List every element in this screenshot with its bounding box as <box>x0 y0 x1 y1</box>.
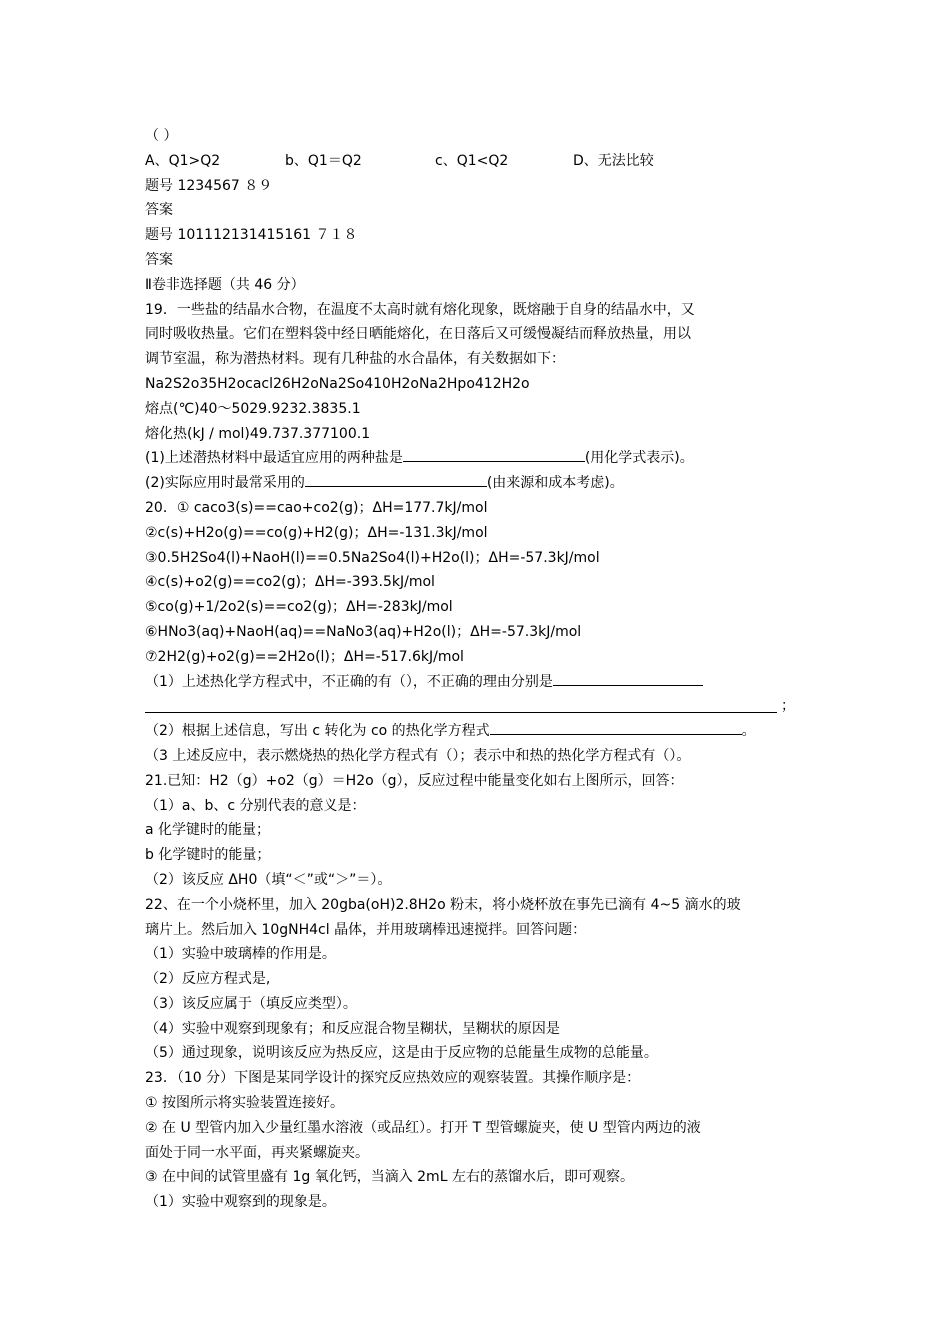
q22-line: （5）通过现象，说明该反应为热反应，这是由于反应物的总能量生成物的总能量。 <box>145 1045 658 1062</box>
section-heading: Ⅱ卷非选择题（共 46 分） <box>145 276 305 293</box>
answer-row-1: 答案 <box>145 202 173 219</box>
q19-line: 19．一些盐的结晶水合物，在温度不太高时就有熔化现象，既熔融于自身的结晶水中，又 <box>145 301 695 318</box>
q19-heat-of-fusion: 熔化热(kJ / mol)49.737.377100.1 <box>145 425 371 442</box>
answer-row-2: 答案 <box>145 251 173 268</box>
q20-sub2-tail: 。 <box>741 723 756 740</box>
q21-line: 21.已知：H2（g）+o2（g）＝H2o（g），反应过程中能量变化如右上图所示，回答： <box>145 772 684 789</box>
answer-blank[interactable] <box>403 446 585 462</box>
q22-line: （4）实验中观察到现象有；和反应混合物呈糊状，呈糊状的原因是 <box>145 1020 560 1037</box>
option-c: c、Q1<Q2 <box>435 152 509 169</box>
q20-eq7: ⑦2H2(g)+o2(g)==2H2o(l)；ΔH=-517.6kJ/mol <box>145 648 464 665</box>
q23-line: 面处于同一水平面，再夹紧螺旋夹。 <box>145 1144 369 1161</box>
option-a: A、Q1>Q2 <box>145 152 221 169</box>
q20-sub3: （3 上述反应中，表示燃烧热的热化学方程式有（）；表示中和热的热化学方程式有（）。 <box>145 747 691 764</box>
q19-sub2-tail: (由来源和成本考虑)。 <box>486 475 624 492</box>
q21-line: b 化学键时的能量； <box>145 847 271 864</box>
q20-sub2-text: （2）根据上述信息，写出 c 转化为 co 的热化学方程式 <box>145 723 490 740</box>
q20-eq2: ②c(s)+H2o(g)==co(g)+H2(g)；ΔH=-131.3kJ/mol <box>145 524 488 541</box>
q19-sub2 <box>145 471 810 496</box>
q20-eq3: ③0.5H2So4(l)+NaoH(l)==0.5Na2So4(l)+H2o(l)；ΔH=-57.3kJ/mol <box>145 549 600 566</box>
q23-line: 23．（10 分）下图是某同学设计的探究反应热效应的观察装置。其操作顺序是： <box>145 1070 641 1087</box>
question-number-row-2: 题号 101112131415161 ７１８ <box>145 227 358 244</box>
q19-sub1 <box>145 446 810 471</box>
q19-line: 调节室温，称为潜热材料。现有几种盐的水合晶体，有关数据如下： <box>145 351 565 368</box>
q20-eq1: 20．① caco3(s)==cao+co2(g)；ΔH=177.7kJ/mol <box>145 499 488 516</box>
q22-line: （2）反应方程式是, <box>145 971 271 988</box>
q20-sub1-continuation <box>145 694 810 719</box>
q21-line: （2）该反应 ΔH0（填“＜”或“＞”＝）。 <box>145 871 392 888</box>
q19-sub1-text: (1)上述潜热材料中最适宜应用的两种盐是 <box>145 450 403 467</box>
q19-line: 同时吸收热量。它们在塑料袋中经日晒能熔化，在日落后又可缓慢凝结而释放热量，用以 <box>145 326 691 343</box>
q22-line: 22、在一个小烧杯里，加入 20gba(oH)2.8H2o 粉末，将小烧杯放在事先已滴有 4~5 滴水的玻 <box>145 896 741 913</box>
q20-sub1-text: （1）上述热化学方程式中，不正确的有（），不正确的理由分别是 <box>145 673 553 690</box>
q21-line: a 化学键时的能量； <box>145 822 271 839</box>
q23-line: （1）实验中观察到的现象是。 <box>145 1194 336 1211</box>
q21-line: （1）a、b、c 分别代表的意义是： <box>145 797 366 814</box>
q22-line: （1）实验中玻璃棒的作用是。 <box>145 946 336 963</box>
question-number-row-1: 题号 1234567 ８９ <box>145 177 273 194</box>
q23-line: ③ 在中间的试管里盛有 1g 氧化钙，当滴入 2mL 左右的蒸馏水后，即可观察。 <box>145 1169 634 1186</box>
q20-eq4: ④c(s)+o2(g)==co2(g)；ΔH=-393.5kJ/mol <box>145 574 435 591</box>
document-page <box>145 124 810 1215</box>
q22-line: （3）该反应属于（填反应类型）。 <box>145 995 357 1012</box>
q20-sub2 <box>145 719 810 744</box>
q19-sub1-tail: (用化学式表示)。 <box>584 450 694 467</box>
q23-line: ① 按图所示将实验装置连接好。 <box>145 1095 345 1112</box>
q20-eq5: ⑤co(g)+1/2o2(s)==co2(g)；ΔH=-283kJ/mol <box>145 599 453 616</box>
options-row <box>145 149 810 174</box>
q20-sub1-end: ； <box>781 698 795 715</box>
q19-salts: Na2S2o35H2ocacl26H2oNa2So410H2oNa2Hpo412H2o <box>145 375 530 392</box>
q20-sub1 <box>145 670 810 695</box>
q19-sub2-text: (2)实际应用时最常采用的 <box>145 475 305 492</box>
q22-line: 璃片上。然后加入 10gNH4cl 晶体，并用玻璃棒迅速搅拌。回答问题： <box>145 921 587 938</box>
option-b: b、Q1＝Q2 <box>285 152 362 169</box>
answer-blank[interactable] <box>305 471 487 487</box>
answer-blank[interactable] <box>490 719 742 735</box>
q19-melting-point: 熔点(℃)40～5029.9232.3835.1 <box>145 400 361 417</box>
answer-blank[interactable] <box>553 670 703 686</box>
answer-blank[interactable] <box>145 694 777 713</box>
option-d: D、无法比较 <box>573 152 654 169</box>
answer-paren: （ ） <box>145 128 178 144</box>
q23-line: ② 在 U 型管内加入少量红墨水溶液（或品红）。打开 T 型管螺旋夹，使 U 型管内两边的液 <box>145 1119 701 1136</box>
q20-eq6: ⑥HNo3(aq)+NaoH(aq)==NaNo3(aq)+H2o(l)；ΔH=-57.3kJ/mol <box>145 623 582 640</box>
